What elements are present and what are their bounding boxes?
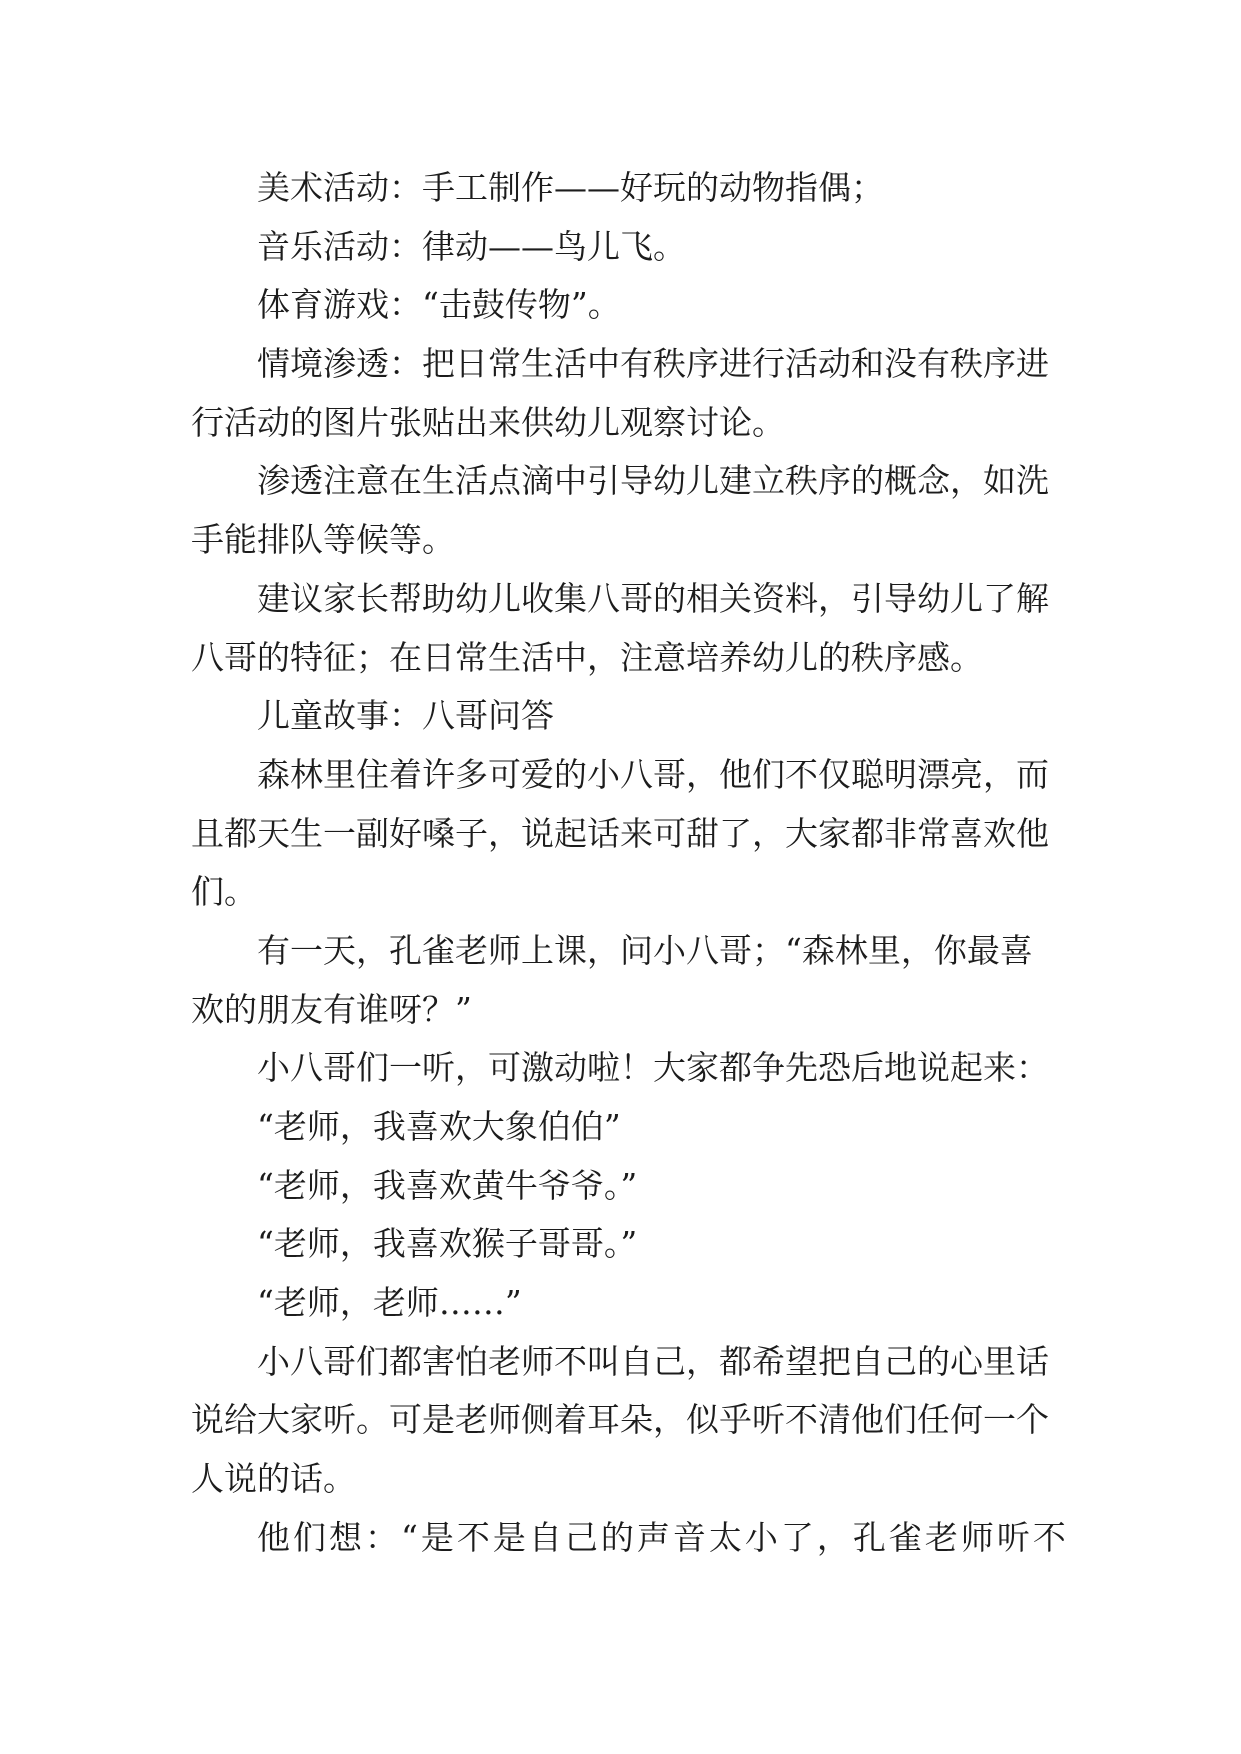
- dialogue-line: “老师，我喜欢黄牛爷爷。”: [257, 1165, 638, 1205]
- dialogue-line: “老师，老师……”: [257, 1283, 522, 1323]
- text-line: 森林里住着许多可爱的小八哥，他们不仅聪明漂亮，而: [257, 754, 1049, 794]
- text-line: 建议家长帮助幼儿收集八哥的相关资料，引导幼儿了解: [257, 578, 1049, 618]
- text-line: 情境渗透：把日常生活中有秩序进行活动和没有秩序进: [257, 344, 1049, 384]
- text-line: 他们想：“是不是自己的声音太小了，孔雀老师听不: [257, 1517, 1069, 1557]
- text-line: 欢的朋友有谁呀？”: [191, 989, 472, 1029]
- text-line: 说给大家听。可是老师侧着耳朵，似乎听不清他们任何一个: [191, 1400, 1049, 1440]
- document-body: [191, 159, 1071, 1568]
- text-line: 行活动的图片张贴出来供幼儿观察讨论。: [191, 402, 785, 442]
- text-line: 且都天生一副好嗓子，说起话来可甜了，大家都非常喜欢他: [191, 813, 1049, 853]
- text-line: 们。: [191, 872, 257, 912]
- dialogue-line: “老师，我喜欢猴子哥哥。”: [257, 1224, 638, 1264]
- text-line: 小八哥们一听，可激动啦！大家都争先恐后地说起来：: [257, 1048, 1049, 1088]
- text-line: 体育游戏：“击鼓传物”。: [257, 285, 621, 325]
- text-line: 八哥的特征；在日常生活中，注意培养幼儿的秩序感。: [191, 637, 983, 677]
- text-line: 音乐活动：律动——鸟儿飞。: [257, 226, 686, 266]
- story-title: 儿童故事：八哥问答: [257, 696, 554, 736]
- text-line: 手能排队等候等。: [191, 520, 455, 560]
- text-line: 有一天，孔雀老师上课，问小八哥；“森林里，你最喜: [257, 930, 1033, 970]
- text-line: 美术活动：手工制作——好玩的动物指偶；: [257, 168, 884, 207]
- text-line: 小八哥们都害怕老师不叫自己，都希望把自己的心里话: [257, 1341, 1049, 1381]
- dialogue-line: “老师，我喜欢大象伯伯”: [257, 1107, 621, 1146]
- text-line: 人说的话。: [191, 1459, 356, 1499]
- text-line: 渗透注意在生活点滴中引导幼儿建立秩序的概念，如洗: [257, 461, 1049, 501]
